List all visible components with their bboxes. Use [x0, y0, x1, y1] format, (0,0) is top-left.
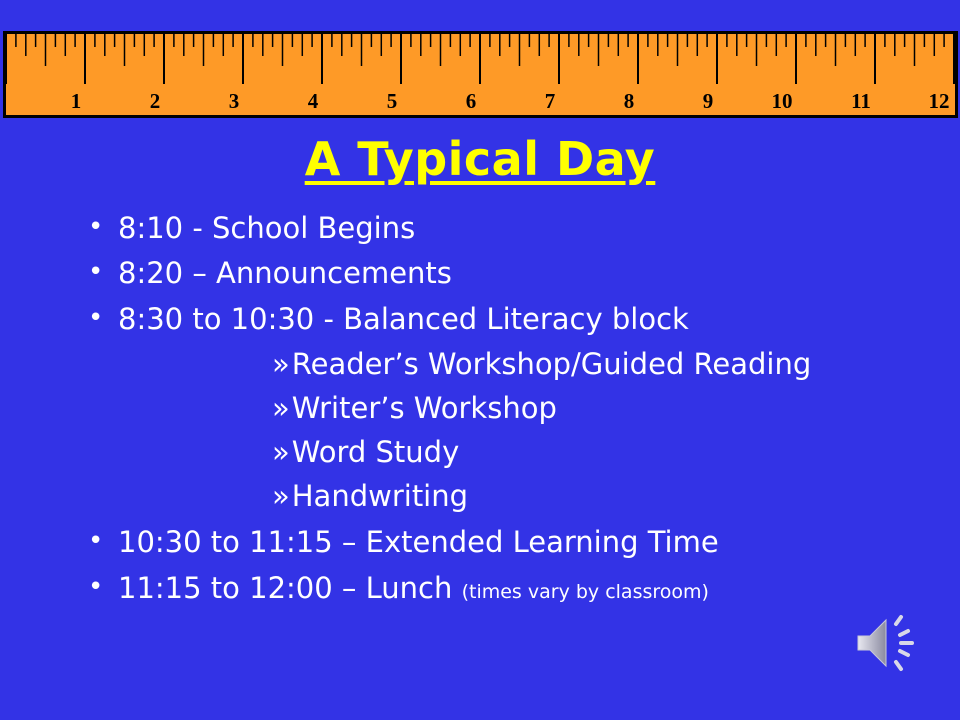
- ruler-number-8: 8: [623, 89, 635, 113]
- agenda-subitem-readers-workshop: [272, 347, 812, 381]
- agenda-item-literacy-block: [88, 302, 689, 336]
- ruler-banner: [3, 31, 958, 118]
- bullet: •: [88, 526, 104, 556]
- agenda-item-announcements: [88, 256, 452, 290]
- ruler-number-6: 6: [465, 89, 477, 113]
- agenda-subitem-text: Writer’s Workshop: [291, 391, 557, 425]
- agenda-item-text: 8:30 to 10:30 - Balanced Literacy block: [118, 302, 689, 336]
- agenda-item-lunch: [88, 571, 709, 605]
- agenda-subitem-text: Reader’s Workshop/Guided Reading: [291, 347, 812, 381]
- ruler-number-4: 4: [307, 89, 319, 113]
- ruler-number-3: 3: [228, 89, 240, 113]
- ruler-number-11: 11: [851, 89, 871, 113]
- speaker-icon[interactable]: [852, 612, 922, 678]
- agenda-subitem-text: Word Study: [291, 435, 460, 469]
- sub-marker: »: [272, 347, 290, 381]
- bullet: •: [88, 212, 104, 242]
- sub-marker: »: [272, 391, 290, 425]
- ruler-ticks: [6, 34, 955, 115]
- agenda-item-text: 8:20 – Announcements: [118, 256, 452, 290]
- ruler-number-2: 2: [149, 89, 161, 113]
- ruler-number-7: 7: [544, 89, 556, 113]
- slide-title: A Typical Day: [304, 132, 656, 186]
- agenda-subitem-text: Handwriting: [291, 479, 469, 513]
- bullet: •: [88, 572, 104, 602]
- sub-marker: »: [272, 479, 290, 513]
- ruler-number-12: 12: [928, 89, 950, 113]
- ruler-number-1: 1: [70, 89, 82, 113]
- agenda-item-text: 10:30 to 11:15 – Extended Learning Time: [118, 525, 719, 559]
- ruler-number-10: 10: [771, 89, 793, 113]
- agenda-item-text: 8:10 - School Begins: [118, 211, 416, 245]
- agenda-subitem-handwriting: [272, 479, 469, 513]
- agenda-subitem-writers-workshop: [272, 391, 557, 425]
- ruler-number-9: 9: [702, 89, 714, 113]
- ruler-number-5: 5: [386, 89, 398, 113]
- agenda-item-text: 11:15 to 12:00 – Lunch: [118, 571, 462, 605]
- speaker-icon-graphic: [852, 612, 922, 674]
- agenda-item-school-begins: [88, 211, 416, 245]
- sub-marker: »: [272, 435, 290, 469]
- agenda-item-extended-learning: [88, 525, 719, 559]
- bullet: •: [88, 303, 104, 333]
- agenda-subitem-word-study: [272, 435, 460, 469]
- agenda-item-note: (times vary by classroom): [461, 581, 709, 603]
- bullet: •: [88, 257, 104, 287]
